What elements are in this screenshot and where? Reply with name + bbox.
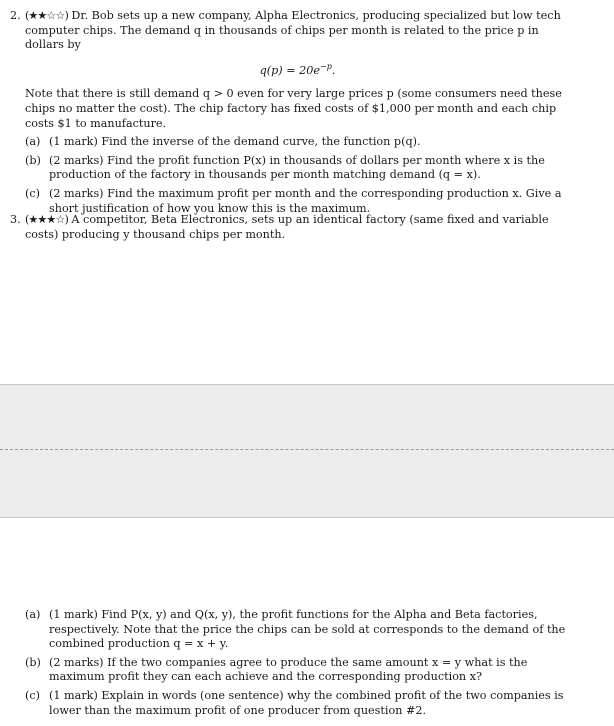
question-3-number: 3. [10, 213, 21, 226]
question-3-difficulty-stars: (★★★☆) [25, 213, 68, 226]
part-text: (1 mark) Find P(x, y) and Q(x, y), the profit functions for the Alpha and Beta factories, respectively. Note that the price the chips can be sold at corresponds to the demand of the combined production q = x + y. [49, 608, 566, 651]
part-label: (b) [25, 153, 41, 167]
question-2-intro-text: Dr. Bob sets up a new company, Alpha Electronics, producing specialized but low tech computer chips. The demand q in thousands of chips per month is related to the price p in dollars by [25, 9, 561, 52]
part-label: (a) [25, 608, 41, 621]
question-3 [10, 213, 570, 242]
question-3-part-a [25, 608, 570, 652]
part-label: (b) [25, 655, 41, 669]
question-2-difficulty-stars: (★★☆☆) [25, 9, 68, 22]
question-3-part-b [25, 656, 570, 685]
demand-formula-base: q(p) = 20e [259, 63, 320, 77]
page-break-dashed-line [0, 449, 614, 450]
question-2 [10, 9, 570, 216]
question-2-part-c [25, 187, 570, 216]
question-2-number: 2. [10, 9, 21, 22]
question-3-parts [10, 604, 570, 718]
part-text: (1 mark) Explain in words (one sentence) why the combined profit of the two companies is lower than the maximum profit of one producer from question #2. [49, 688, 564, 717]
question-2-part-a [25, 135, 570, 150]
demand-formula [25, 60, 570, 79]
question-2-part-b [25, 154, 570, 183]
question-3-intro-text: A competitor, Beta Electronics, sets up an identical factory (same fixed and variable costs) producing y thousand chips per month. [25, 213, 549, 241]
page-gap [0, 384, 614, 518]
part-text: (2 marks) If the two companies agree to produce the same amount x = y what is the maximum profit they can each achieve and the corresponding production x? [49, 655, 528, 684]
part-label: (a) [25, 135, 41, 149]
part-label: (c) [25, 186, 40, 200]
question-3-part-c [25, 689, 570, 718]
page-bottom [0, 518, 614, 726]
page-edge-top [0, 384, 614, 385]
part-text: (2 marks) Find the maximum profit per month and the corresponding production x. Give a short justification of how you know this is the maximum. [49, 186, 562, 215]
demand-formula-end: . [331, 63, 336, 77]
part-text: (1 mark) Find the inverse of the demand curve, the function p(q). [49, 135, 421, 149]
part-text: (2 marks) Find the profit function P(x) in thousands of dollars per month where x is the production of the factory in thousands per month matching demand (q = x). [49, 153, 545, 182]
question-2-intro [25, 9, 570, 53]
demand-formula-exponent: −p [320, 61, 332, 71]
part-label: (c) [25, 688, 40, 702]
question-3-intro [25, 213, 570, 242]
question-2-note: Note that there is still demand q > 0 even for very large prices p (some consumers need these chips no matter the cost). The chip factory has fixed costs of $1,000 per month and each chip costs $1 to manufacture. [25, 87, 562, 130]
